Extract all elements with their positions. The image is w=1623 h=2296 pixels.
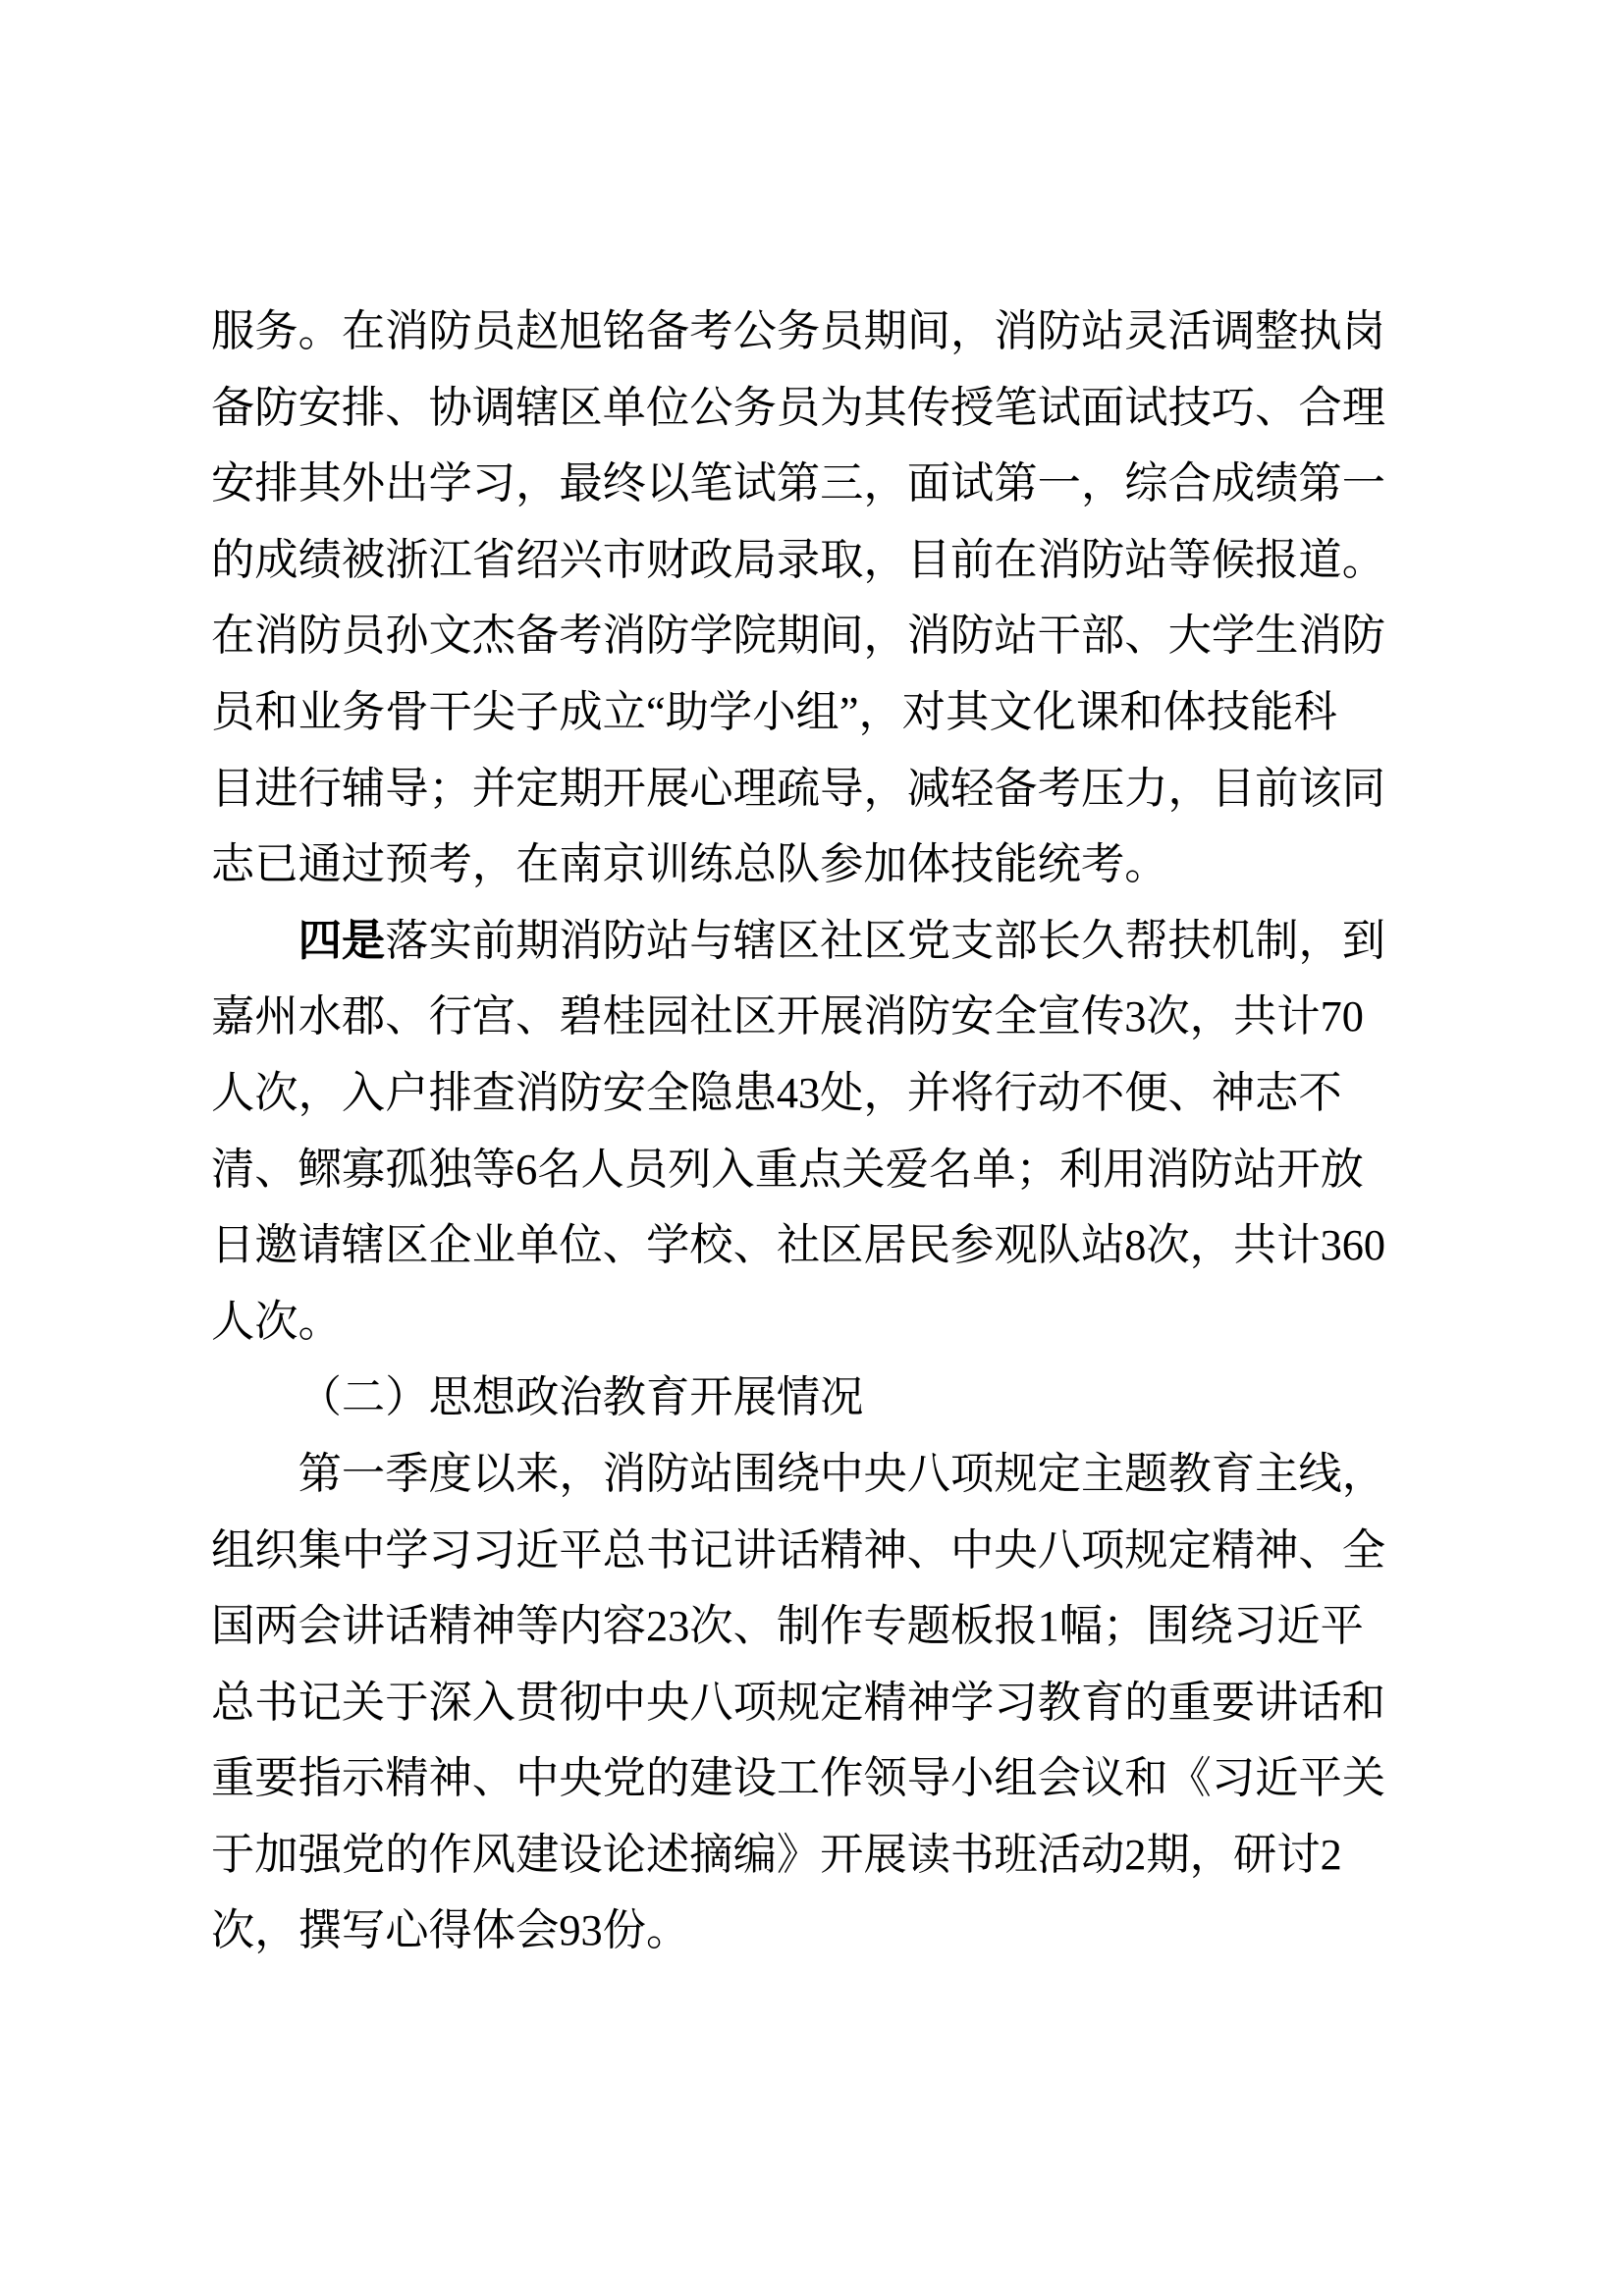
paragraph-political-education: [211, 1436, 1385, 1969]
text-line: 员和业务骨干尖子成立“助学小组”，对其文化课和体技能科: [211, 687, 1337, 736]
text-line: 重要指示精神、中央党的建设工作领导小组会议和《习近平关: [211, 1754, 1386, 1803]
text-line: 日邀请辖区企业单位、学校、社区居民参观队站8次，共计360: [211, 1221, 1386, 1270]
text-line: 清、鳏寡孤独等6名人员列入重点关爱名单；利用消防站开放: [211, 1145, 1364, 1194]
text-line: 于加强党的作风建设论述摘编》开展读书班活动2期，研讨2: [211, 1830, 1342, 1879]
document-text-block: [211, 294, 1385, 1969]
text-line: 第一季度以来，消防站围绕中央八项规定主题教育主线，: [298, 1449, 1386, 1498]
text-line: 备防安排、协调辖区单位公务员为其传授笔试面试技巧、合理: [211, 383, 1386, 432]
text-line: 在消防员孙文杰备考消防学院期间，消防站干部、大学生消防: [211, 612, 1386, 661]
text-line: 的成绩被浙江省绍兴市财政局录取，目前在消防站等候报道。: [211, 535, 1386, 584]
text-line: 人次，入户排查消防安全隐患43处，并将行动不便、神志不: [211, 1068, 1342, 1117]
text-line: 人次。: [211, 1297, 342, 1346]
text-line: 志已通过预考，在南京训练总队参加体技能统考。: [211, 840, 1168, 889]
text-line: 总书记关于深入贯彻中央八项规定精神学习教育的重要讲话和: [211, 1678, 1386, 1727]
bold-lead-label: 四是: [298, 916, 386, 965]
text-line: 国两会讲话精神等内容23次、制作专题板报1幅；围绕习近平: [211, 1602, 1364, 1651]
text-line: 嘉州水郡、行宫、碧桂园社区开展消防安全宣传3次，共计70: [211, 992, 1364, 1041]
text-line: 安排其外出学习，最终以笔试第三，面试第一，综合成绩第一: [211, 459, 1386, 508]
section-heading-text: （二）思想政治教育开展情况: [298, 1373, 864, 1422]
text-line: 目进行辅导；并定期开展心理疏导，减轻备考压力，目前该同: [211, 764, 1386, 813]
paragraph-community-outreach: [211, 903, 1385, 1361]
text-segment: 落实前期消防站与辖区社区党支部长久帮扶机制，到: [385, 916, 1386, 965]
text-line: [211, 903, 1385, 980]
section-heading-2: [211, 1360, 1385, 1436]
text-line: 组织集中学习习近平总书记讲话精神、中央八项规定精神、全: [211, 1525, 1386, 1575]
text-line: 服务。在消防员赵旭铭备考公务员期间，消防站灵活调整执岗: [211, 307, 1386, 355]
paragraph-talent-support: [211, 294, 1385, 903]
text-line: 次，撰写心得体会93份。: [211, 1906, 690, 1955]
